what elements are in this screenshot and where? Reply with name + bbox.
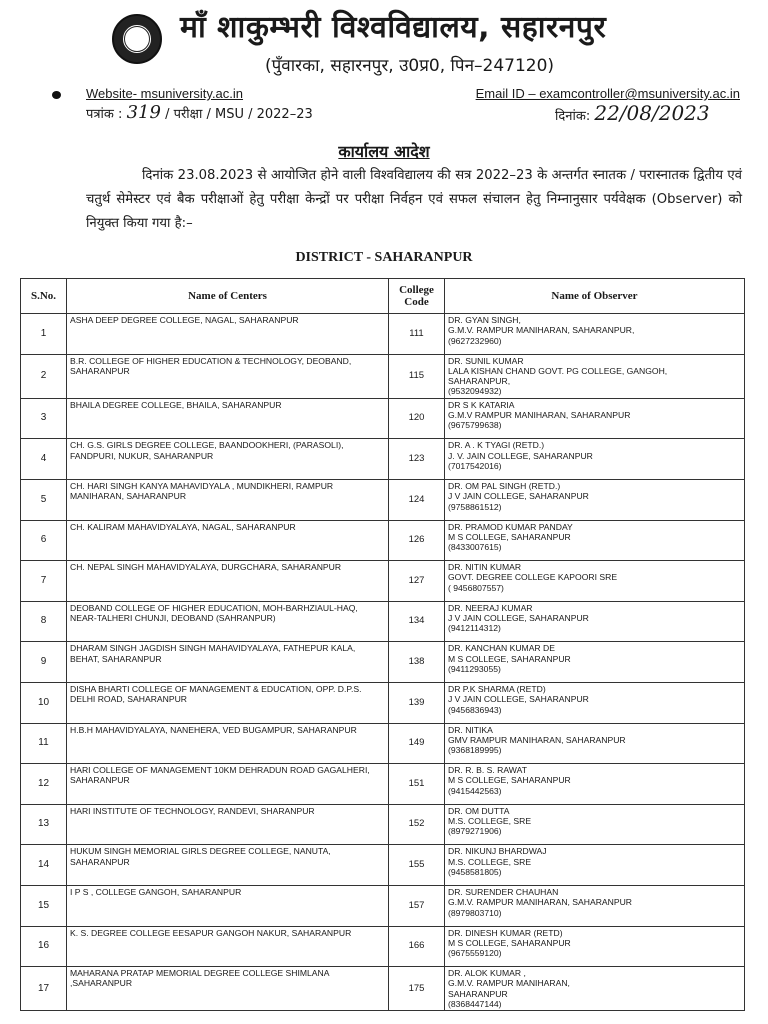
observer-line: (9456836943) xyxy=(448,704,502,715)
table-row xyxy=(21,642,745,683)
row-college-code: 120 xyxy=(389,398,445,439)
observer-line: M S COLLEGE, SAHARANPUR xyxy=(448,653,571,664)
observer-line: DR. KANCHAN KUMAR DE xyxy=(448,643,555,654)
row-sno: 16 xyxy=(21,926,67,967)
observer-line: (9411293055) xyxy=(448,663,501,674)
row-sno: 12 xyxy=(21,764,67,805)
observer-line: (8979271906) xyxy=(448,826,502,837)
ref-number-handwritten: 319 xyxy=(126,102,161,123)
row-college-code: 111 xyxy=(389,314,445,355)
row-center-name: HARI INSTITUTE OF TECHNOLOGY, RANDEVI, SHARANPUR xyxy=(67,804,389,845)
table-row xyxy=(21,354,745,398)
row-center-name: HARI COLLEGE OF MANAGEMENT 10KM DEHRADUN ROAD GAGALHERI, SAHARANPUR xyxy=(67,764,389,805)
row-observer xyxy=(445,926,745,967)
row-observer xyxy=(445,642,745,683)
row-college-code: 138 xyxy=(389,642,445,683)
row-observer xyxy=(445,804,745,845)
row-center-name: DHARAM SINGH JAGDISH SINGH MAHAVIDYALAYA, FATHEPUR KALA, BEHAT, SAHARANPUR xyxy=(67,642,389,683)
observer-line: (9458581805) xyxy=(448,866,502,877)
row-center-name: CH. HARI SINGH KANYA MAHAVIDYALA , MUNDIKHERI, RAMPUR MANIHARAN, SAHARANPUR xyxy=(67,479,389,520)
row-sno: 9 xyxy=(21,642,67,683)
row-sno: 6 xyxy=(21,520,67,561)
row-center-name: DEOBAND COLLEGE OF HIGHER EDUCATION, MOH-BARHZIAUL-HAQ, NEAR-TALHERI CHUNJI, DEOBAND (SAHRANPUR) xyxy=(67,601,389,642)
row-observer xyxy=(445,439,745,480)
row-sno: 13 xyxy=(21,804,67,845)
date-label: दिनांक: xyxy=(555,109,591,124)
row-college-code: 139 xyxy=(389,682,445,723)
observer-line: DR. A . K TYAGI (RETD.) xyxy=(448,440,545,451)
observer-line: J V JAIN COLLEGE, SAHARANPUR xyxy=(448,694,589,705)
university-name: माँ शाकुम्भरी विश्वविद्यालय, सहारनपुर xyxy=(180,10,607,45)
table-row xyxy=(21,845,745,886)
observer-line: DR. OM DUTTA xyxy=(448,805,510,816)
table-row xyxy=(21,601,745,642)
table-row xyxy=(21,967,745,1011)
table-row xyxy=(21,398,745,439)
observer-line: GMV RAMPUR MANIHARAN, SAHARANPUR xyxy=(448,734,626,745)
observer-line: DR. NITIN KUMAR xyxy=(448,562,522,573)
observer-line: M S COLLEGE, SAHARANPUR xyxy=(448,531,571,542)
office-order-title: कार्यालय आदेश xyxy=(338,142,430,161)
observer-line: DR. OM PAL SINGH (RETD.) xyxy=(448,480,561,491)
table-row xyxy=(21,926,745,967)
bullet-dot-icon xyxy=(52,91,61,99)
observer-line: ( 9456807557) xyxy=(448,582,504,593)
observer-line: (9758861512) xyxy=(448,501,502,512)
observer-line: G.M.V. RAMPUR MANIHARAN, SAHARANPUR, xyxy=(448,325,635,336)
ref-suffix: / परीक्षा / MSU / 2022–23 xyxy=(165,107,313,122)
row-college-code: 155 xyxy=(389,845,445,886)
observer-line: DR. SUNIL KUMAR xyxy=(448,355,524,366)
row-center-name: B.R. COLLEGE OF HIGHER EDUCATION & TECHNOLOGY, DEOBAND, SAHARANPUR xyxy=(67,354,389,398)
row-observer xyxy=(445,561,745,602)
row-center-name: BHAILA DEGREE COLLEGE, BHAILA, SAHARANPUR xyxy=(67,398,389,439)
row-college-code: 123 xyxy=(389,439,445,480)
observer-line: M.S. COLLEGE, SRE xyxy=(448,856,532,867)
table-row xyxy=(21,723,745,764)
row-college-code: 157 xyxy=(389,885,445,926)
row-observer xyxy=(445,601,745,642)
date-value-handwritten: 22/08/2023 xyxy=(594,101,710,125)
observer-line: (9627232960) xyxy=(448,335,502,346)
observer-line: (8979803710) xyxy=(448,907,502,918)
order-date xyxy=(555,101,710,126)
row-observer xyxy=(445,723,745,764)
observer-line: DR. GYAN SINGH, xyxy=(448,315,521,325)
table-row xyxy=(21,561,745,602)
university-address: (पुँवारका, सहारनपुर, उ0प्र0, पिन–247120) xyxy=(265,56,555,76)
row-observer xyxy=(445,764,745,805)
observer-line: (9675799638) xyxy=(448,420,502,431)
row-observer xyxy=(445,885,745,926)
row-sno: 4 xyxy=(21,439,67,480)
observer-line: DR. R. B. S. RAWAT xyxy=(448,765,527,776)
observer-line: GOVT. DEGREE COLLEGE KAPOORI SRE xyxy=(448,572,618,583)
table-row xyxy=(21,885,745,926)
row-center-name: I P S , COLLEGE GANGOH, SAHARANPUR xyxy=(67,885,389,926)
observer-line: DR. PRAMOD KUMAR PANDAY xyxy=(448,521,573,532)
table-row xyxy=(21,764,745,805)
observer-line: (7017542016) xyxy=(448,460,502,471)
row-college-code: 127 xyxy=(389,561,445,602)
reference-number xyxy=(86,104,313,124)
table-row xyxy=(21,314,745,355)
row-college-code: 126 xyxy=(389,520,445,561)
row-center-name: HUKUM SINGH MEMORIAL GIRLS DEGREE COLLEGE, NANUTA, SAHARANPUR xyxy=(67,845,389,886)
email-link[interactable]: Email ID – examcontroller@msuniversity.ac.in xyxy=(475,86,740,101)
university-emblem-icon xyxy=(112,14,162,64)
row-observer xyxy=(445,479,745,520)
observer-line: DR. SURENDER CHAUHAN xyxy=(448,886,559,897)
header-sno: S.No. xyxy=(21,279,67,314)
row-college-code: 124 xyxy=(389,479,445,520)
row-observer xyxy=(445,314,745,355)
website-link[interactable]: Website- msuniversity.ac.in xyxy=(86,86,244,101)
observer-line: DR. ALOK KUMAR , xyxy=(448,968,526,979)
observer-line: G.M.V RAMPUR MANIHARAN, SAHARANPUR xyxy=(448,410,631,421)
row-sno: 14 xyxy=(21,845,67,886)
observer-line: DR. NITIKA xyxy=(448,724,493,735)
row-observer xyxy=(445,520,745,561)
observer-line: M S COLLEGE, SAHARANPUR xyxy=(448,937,571,948)
table-row xyxy=(21,682,745,723)
observer-line: (9532094932) xyxy=(448,386,502,397)
row-center-name: K. S. DEGREE COLLEGE EESAPUR GANGOH NAKUR, SAHARANPUR xyxy=(67,926,389,967)
observer-line: (8433007615) xyxy=(448,542,502,553)
table-row xyxy=(21,520,745,561)
row-center-name: H.B.H MAHAVIDYALAYA, NANEHERA, VED BUGAMPUR, SAHARANPUR xyxy=(67,723,389,764)
row-sno: 11 xyxy=(21,723,67,764)
observer-line: G.M.V. RAMPUR MANIHARAN, xyxy=(448,978,570,989)
ref-label: पत्रांक : xyxy=(86,107,123,122)
order-body xyxy=(86,164,742,236)
row-sno: 10 xyxy=(21,682,67,723)
row-sno: 3 xyxy=(21,398,67,439)
table-row xyxy=(21,804,745,845)
observer-table-body xyxy=(21,314,745,1011)
district-heading: DISTRICT - SAHARANPUR xyxy=(295,250,473,265)
row-center-name: ASHA DEEP DEGREE COLLEGE, NAGAL, SAHARANPUR xyxy=(67,314,389,355)
row-college-code: 152 xyxy=(389,804,445,845)
row-college-code: 175 xyxy=(389,967,445,1011)
row-sno: 1 xyxy=(21,314,67,355)
observer-line: J V JAIN COLLEGE, SAHARANPUR xyxy=(448,613,589,624)
row-observer xyxy=(445,354,745,398)
observer-line: J. V. JAIN COLLEGE, SAHARANPUR xyxy=(448,450,593,461)
observer-line: (9412114312) xyxy=(448,623,501,634)
observer-line: G.M.V. RAMPUR MANIHARAN, SAHARANPUR xyxy=(448,897,632,908)
row-college-code: 149 xyxy=(389,723,445,764)
observer-line: M S COLLEGE, SAHARANPUR xyxy=(448,775,571,786)
table-header-row xyxy=(21,279,745,314)
observer-line: J V JAIN COLLEGE, SAHARANPUR xyxy=(448,491,589,502)
observer-line: SAHARANPUR xyxy=(448,988,508,999)
observer-line: DR. DINESH KUMAR (RETD) xyxy=(448,927,563,938)
row-college-code: 115 xyxy=(389,354,445,398)
row-sno: 8 xyxy=(21,601,67,642)
row-sno: 7 xyxy=(21,561,67,602)
row-college-code: 151 xyxy=(389,764,445,805)
row-observer xyxy=(445,398,745,439)
row-sno: 5 xyxy=(21,479,67,520)
observer-line: DR P.K SHARMA (RETD) xyxy=(448,683,546,694)
row-sno: 15 xyxy=(21,885,67,926)
row-college-code: 134 xyxy=(389,601,445,642)
observer-line: DR. NEERAJ KUMAR xyxy=(448,602,533,613)
observer-line: (9415442563) xyxy=(448,785,502,796)
row-sno: 17 xyxy=(21,967,67,1011)
row-center-name: DISHA BHARTI COLLEGE OF MANAGEMENT & EDUCATION, OPP. D.P.S. DELHI ROAD, SAHARANPUR xyxy=(67,682,389,723)
order-body-paragraph: दिनांक 23.08.2023 से आयोजित होने वाली विश्वविद्यालय की सत्र 2022–23 के अन्तर्गत स्नातक / परास्नातक द्वितीय एवं चतुर्थ सेमेस्टर एवं बैक परीक्षाओं हेतु परीक्षा केन्द्रों पर परीक्षा निर्वहन एवं सफल संचालन हेतु निम्नानुसार पर्यवेक्षक (Observer) को नियुक्त किया गया है:– xyxy=(86,168,742,231)
row-college-code: 166 xyxy=(389,926,445,967)
row-center-name: CH. KALIRAM MAHAVIDYALAYA, NAGAL, SAHARANPUR xyxy=(67,520,389,561)
row-center-name: CH. G.S. GIRLS DEGREE COLLEGE, BAANDOOKHERI, (PARASOLI), FANDPURI, NUKUR, SAHARANPUR xyxy=(67,439,389,480)
observer-line: (9368189995) xyxy=(448,745,502,756)
observer-line: (8368447144) xyxy=(448,998,502,1009)
row-sno: 2 xyxy=(21,354,67,398)
observer-line: DR S K KATARIA xyxy=(448,399,515,410)
observer-line: DR. NIKUNJ BHARDWAJ xyxy=(448,846,547,857)
observer-line: LALA KISHAN CHAND GOVT. PG COLLEGE, GANGOH, xyxy=(448,365,668,376)
header-center: Name of Centers xyxy=(67,279,389,314)
observer-table xyxy=(20,278,745,1011)
row-observer xyxy=(445,682,745,723)
table-row xyxy=(21,439,745,480)
observer-line: (9675559120) xyxy=(448,948,502,959)
row-observer xyxy=(445,967,745,1011)
row-observer xyxy=(445,845,745,886)
header-observer: Name of Observer xyxy=(445,279,745,314)
observer-line: SAHARANPUR, xyxy=(448,376,511,387)
observer-line: M.S. COLLEGE, SRE xyxy=(448,816,532,827)
row-center-name: MAHARANA PRATAP MEMORIAL DEGREE COLLEGE SHIMLANA ,SAHARANPUR xyxy=(67,967,389,1011)
table-row xyxy=(21,479,745,520)
header-code: College Code xyxy=(389,279,445,314)
row-center-name: CH. NEPAL SINGH MAHAVIDYALAYA, DURGCHARA, SAHARANPUR xyxy=(67,561,389,602)
